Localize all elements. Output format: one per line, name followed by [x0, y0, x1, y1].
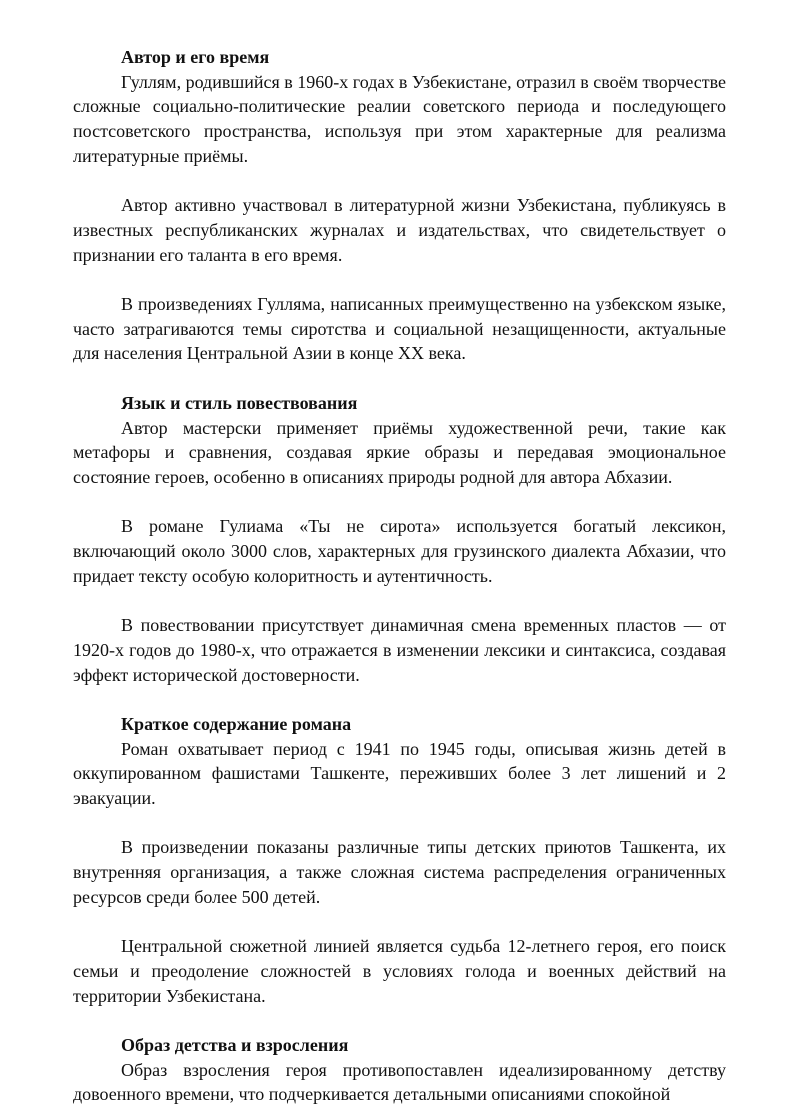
- paragraph: Центральной сюжетной линией является судьба 12-летнего героя, его поиск семьи и преодоление сложностей в условиях голода и военных действий на территории Узбекистана.: [73, 936, 726, 1006]
- document-page: [73, 45, 726, 1107]
- paragraph: Гуллям, родившийся в 1960-х годах в Узбекистане, отразил в своём творчестве сложные социально-политические реалии советского периода и последующего постсоветского пространства, используя при этом характерные для реализма литературные приёмы.: [73, 71, 726, 166]
- section-heading: Автор и его время: [121, 47, 270, 67]
- paragraph: Образ взросления героя противопоставлен идеализированному детству довоенного времени, что подчеркивается детальными описаниями спокойной: [73, 1059, 726, 1105]
- paragraph: В произведении показаны различные типы детских приютов Ташкента, их внутренняя организация, а также сложная система распределения ограниченных ресурсов среди более 500 детей.: [73, 837, 726, 907]
- paragraph: Автор мастерски применяет приёмы художественной речи, такие как метафоры и сравнения, создавая яркие образы и передавая эмоциональное состояние героев, особенно в описаниях природы родной для автора Абхазии.: [73, 417, 726, 487]
- section-heading: Язык и стиль повествования: [121, 392, 358, 413]
- paragraph: Роман охватывает период с 1941 по 1945 годы, описывая жизнь детей в оккупированном фашистами Ташкенте, переживших более 3 лет лишений и 2 эвакуации.: [73, 738, 726, 808]
- paragraph: В повествовании присутствует динамичная смена временных пластов — от 1920-х годов до 1980-х, что отражается в изменении лексики и синтаксиса, создавая эффект исторической достоверности.: [73, 615, 726, 685]
- section-heading: Образ детства и взросления: [121, 1034, 349, 1055]
- paragraph: В произведениях Гулляма, написанных преимущественно на узбекском языке, часто затрагиваются темы сиротства и социальной незащищенности, актуальные для населения Центральной Азии в конце XX века.: [73, 294, 726, 364]
- paragraph: В романе Гулиама «Ты не сирота» используется богатый лексикон, включающий около 3000 слов, характерных для грузинского диалекта Абхазии, что придает тексту особую колоритность и аутентичность.: [73, 516, 726, 586]
- section-heading: Краткое содержание романа: [121, 713, 352, 734]
- paragraph: Автор активно участвовал в литературной жизни Узбекистана, публикуясь в известных республиканских журналах и издательствах, что свидетельствует о признании его таланта в его время.: [73, 195, 726, 265]
